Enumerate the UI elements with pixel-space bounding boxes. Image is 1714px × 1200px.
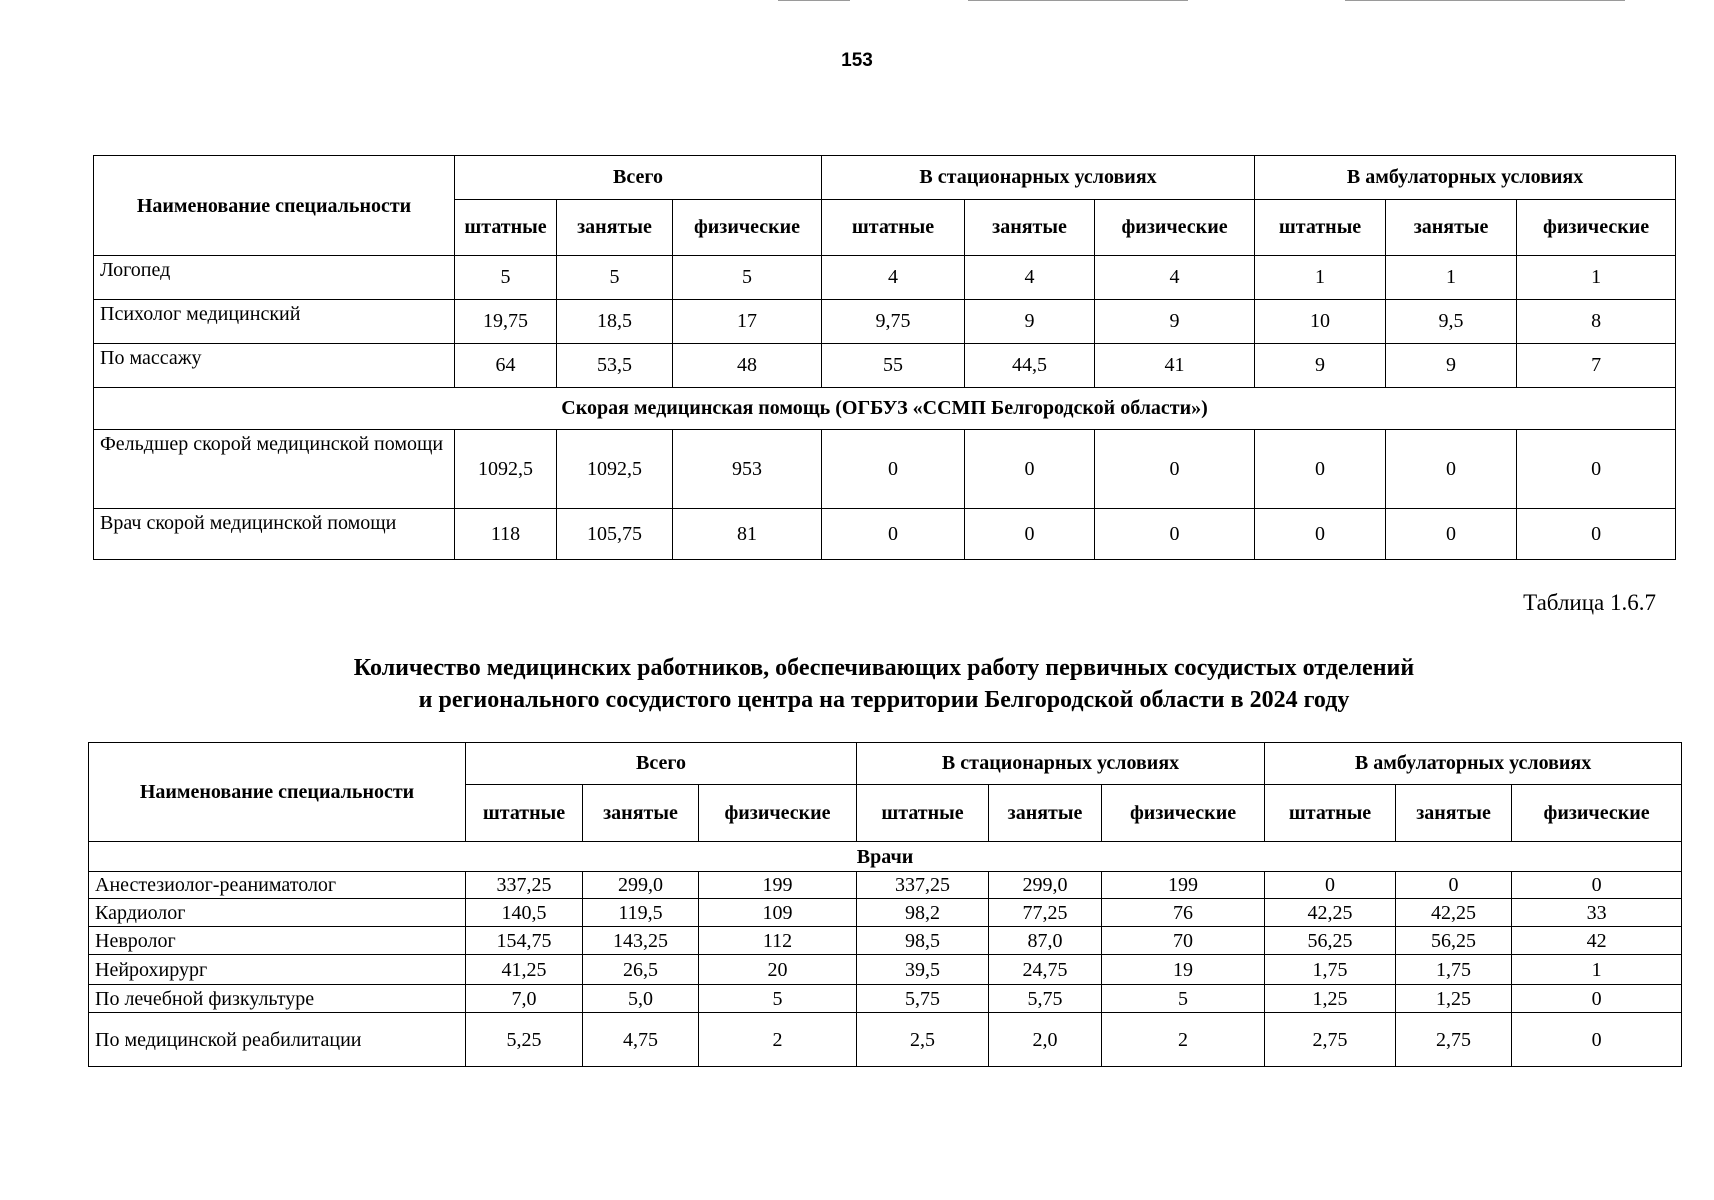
cell-value: 56,25 [1265,927,1396,955]
cell-value: 1 [1386,256,1517,300]
cell-value: 199 [699,872,857,899]
cell-value: 9 [1255,344,1386,388]
subcol-header: занятые [989,785,1102,842]
cell-value: 53,5 [557,344,673,388]
cell-value: 42,25 [1265,899,1396,927]
column-header-name: Наименование специальности [94,156,455,256]
table-header-row [89,743,1682,785]
table-title [0,652,1714,716]
table-row [94,509,1676,560]
group-header-outpatient: В амбулаторных условиях [1255,156,1676,200]
cell-value: 98,5 [857,927,989,955]
cell-value: 24,75 [989,955,1102,985]
cell-value: 98,2 [857,899,989,927]
cell-value: 299,0 [989,872,1102,899]
cell-value: 26,5 [583,955,699,985]
cell-value: 70 [1102,927,1265,955]
subcol-header: физические [1095,200,1255,256]
table-title-line: Количество медицинских работников, обеспечивающих работу первичных сосудистых отделений [353,655,1415,681]
scan-top-line [778,0,850,1]
cell-value: 4 [965,256,1095,300]
cell-value: 81 [673,509,822,560]
table-row [89,985,1682,1013]
row-name: Фельдшер скорой медицинской помощи [94,430,455,509]
cell-value: 154,75 [466,927,583,955]
cell-value: 8 [1517,300,1676,344]
cell-value: 199 [1102,872,1265,899]
table-row [89,955,1682,985]
cell-value: 0 [1386,509,1517,560]
cell-value: 0 [965,509,1095,560]
cell-value: 2 [1102,1013,1265,1067]
subcol-header: штатные [822,200,965,256]
cell-value: 2,75 [1265,1013,1396,1067]
cell-value: 109 [699,899,857,927]
cell-value: 1 [1255,256,1386,300]
cell-value: 143,25 [583,927,699,955]
cell-value: 41,25 [466,955,583,985]
cell-value: 9 [1095,300,1255,344]
cell-value: 0 [1386,430,1517,509]
cell-value: 0 [1095,430,1255,509]
subcol-header: физические [1512,785,1682,842]
cell-value: 20 [699,955,857,985]
cell-value: 77,25 [989,899,1102,927]
cell-value: 9,5 [1386,300,1517,344]
cell-value: 44,5 [965,344,1095,388]
cell-value: 33 [1512,899,1682,927]
cell-value: 5 [455,256,557,300]
table-number: Таблица 1.6.7 [1523,590,1656,615]
subcol-header: штатные [455,200,557,256]
cell-value: 7,0 [466,985,583,1013]
cell-value: 2 [699,1013,857,1067]
row-name: Психолог медицинский [94,300,455,344]
row-name: По медицинской реабилитации [89,1013,466,1067]
subcol-header: физические [699,785,857,842]
cell-value: 2,75 [1396,1013,1512,1067]
cell-value: 1,25 [1396,985,1512,1013]
cell-value: 5 [699,985,857,1013]
cell-value: 5,25 [466,1013,583,1067]
cell-value: 9,75 [822,300,965,344]
cell-value: 0 [1512,872,1682,899]
group-header-inpatient: В стационарных условиях [822,156,1255,200]
group-header-total: Всего [455,156,822,200]
table-row [94,256,1676,300]
group-header-inpatient: В стационарных условиях [857,743,1265,785]
cell-value: 42 [1512,927,1682,955]
cell-value: 0 [1512,1013,1682,1067]
cell-value: 87,0 [989,927,1102,955]
row-name: Врач скорой медицинской помощи [94,509,455,560]
cell-value: 4 [1095,256,1255,300]
subcol-header: физические [1517,200,1676,256]
subcol-header: штатные [1265,785,1396,842]
cell-value: 140,5 [466,899,583,927]
cell-value: 64 [455,344,557,388]
cell-value: 337,25 [466,872,583,899]
table-row [89,927,1682,955]
table-header-row [94,156,1676,200]
stroke-centers-staff-table [88,742,1682,1067]
scan-top-line [968,0,1188,1]
cell-value: 1,75 [1265,955,1396,985]
cell-value: 1,25 [1265,985,1396,1013]
group-header-outpatient: В амбулаторных условиях [1265,743,1682,785]
subcol-header: занятые [1396,785,1512,842]
cell-value: 41 [1095,344,1255,388]
subcol-header: занятые [1386,200,1517,256]
cell-value: 76 [1102,899,1265,927]
cell-value: 299,0 [583,872,699,899]
cell-value: 9 [965,300,1095,344]
cell-value: 5 [1102,985,1265,1013]
cell-value: 0 [1517,430,1676,509]
row-name: Невролог [89,927,466,955]
cell-value: 0 [1255,509,1386,560]
cell-value: 4 [822,256,965,300]
cell-value: 0 [1512,985,1682,1013]
cell-value: 118 [455,509,557,560]
staff-table-continued [93,155,1676,560]
cell-value: 5,0 [583,985,699,1013]
subcol-header: физические [673,200,822,256]
cell-value: 56,25 [1396,927,1512,955]
cell-value: 55 [822,344,965,388]
cell-value: 5,75 [989,985,1102,1013]
row-name: Кардиолог [89,899,466,927]
row-name: Анестезиолог-реаниматолог [89,872,466,899]
row-name: По лечебной физкультуре [89,985,466,1013]
group-header-total: Всего [466,743,857,785]
cell-value: 105,75 [557,509,673,560]
row-name: По массажу [94,344,455,388]
cell-value: 0 [965,430,1095,509]
table-row [94,344,1676,388]
row-name: Логопед [94,256,455,300]
cell-value: 2,5 [857,1013,989,1067]
cell-value: 119,5 [583,899,699,927]
section-title-doctors: Врачи [89,842,1682,872]
subcol-header: физические [1102,785,1265,842]
section-row [89,842,1682,872]
cell-value: 0 [1095,509,1255,560]
cell-value: 19 [1102,955,1265,985]
table-row [89,1013,1682,1067]
table-title-line: и регионального сосудистого центра на территории Белгородской области в 2024 году [418,687,1350,713]
column-header-name: Наименование специальности [89,743,466,842]
cell-value: 0 [822,509,965,560]
subcol-header: штатные [466,785,583,842]
table-row [94,300,1676,344]
cell-value: 1,75 [1396,955,1512,985]
subcol-header: занятые [583,785,699,842]
cell-value: 48 [673,344,822,388]
cell-value: 1 [1517,256,1676,300]
cell-value: 1 [1512,955,1682,985]
subcol-header: занятые [965,200,1095,256]
section-title-ambulance: Скорая медицинская помощь (ОГБУЗ «ССМП Белгородской области») [94,388,1676,430]
cell-value: 0 [1517,509,1676,560]
subcol-header: штатные [1255,200,1386,256]
cell-value: 7 [1517,344,1676,388]
table-row [89,899,1682,927]
page-number: 153 [841,50,873,71]
subcol-header: занятые [557,200,673,256]
section-row [94,388,1676,430]
cell-value: 0 [1255,430,1386,509]
cell-value: 5 [673,256,822,300]
subcol-header: штатные [857,785,989,842]
cell-value: 112 [699,927,857,955]
cell-value: 10 [1255,300,1386,344]
cell-value: 1092,5 [455,430,557,509]
cell-value: 18,5 [557,300,673,344]
cell-value: 0 [822,430,965,509]
cell-value: 953 [673,430,822,509]
cell-value: 0 [1265,872,1396,899]
cell-value: 0 [1396,872,1512,899]
cell-value: 39,5 [857,955,989,985]
cell-value: 42,25 [1396,899,1512,927]
cell-value: 5,75 [857,985,989,1013]
cell-value: 337,25 [857,872,989,899]
cell-value: 4,75 [583,1013,699,1067]
cell-value: 19,75 [455,300,557,344]
cell-value: 2,0 [989,1013,1102,1067]
cell-value: 1092,5 [557,430,673,509]
cell-value: 17 [673,300,822,344]
scan-top-line [1345,0,1625,1]
cell-value: 5 [557,256,673,300]
row-name: Нейрохирург [89,955,466,985]
table-row [89,872,1682,899]
cell-value: 9 [1386,344,1517,388]
table-row [94,430,1676,509]
